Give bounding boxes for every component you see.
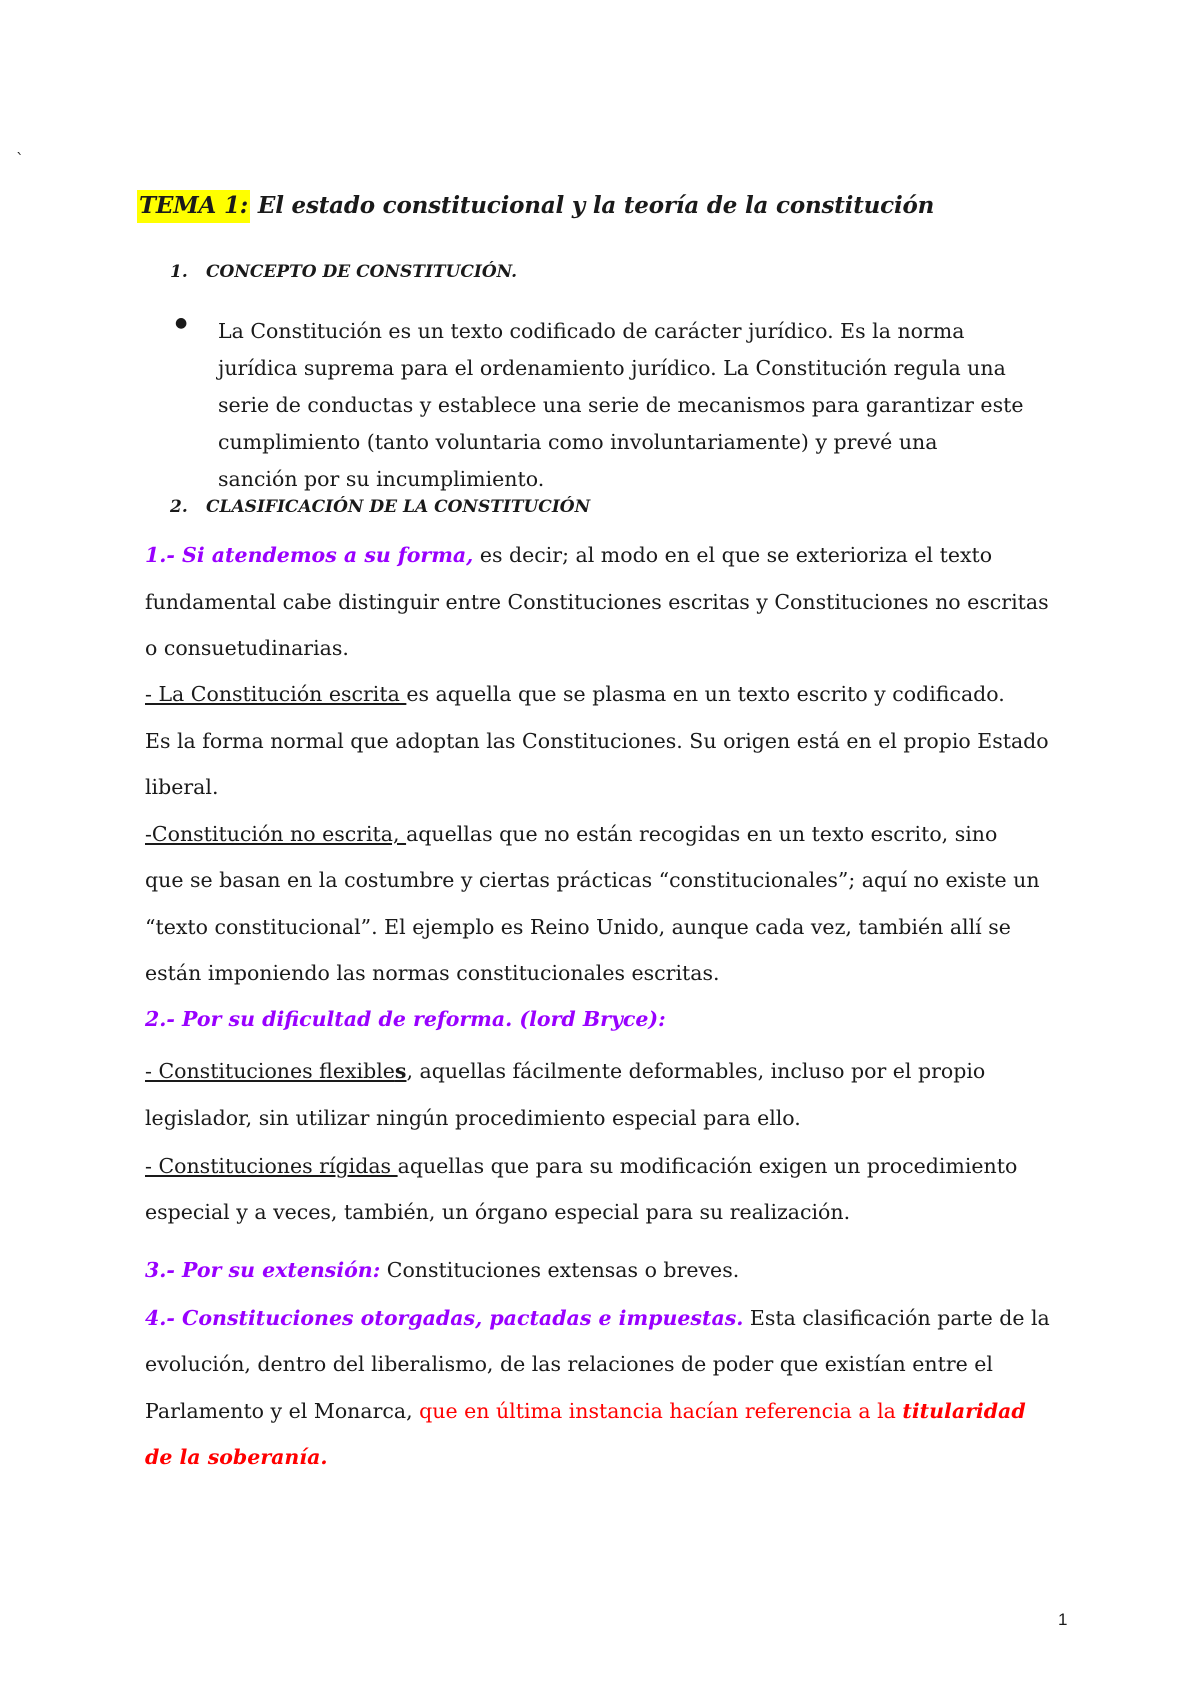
otorgadas-lead: 4.- Constituciones otorgadas, pactadas e impuestas. (145, 1306, 744, 1330)
section-1-number: 1. (170, 262, 188, 282)
forma-line-1-rest: es decir; al modo en el que se exterioriza el texto (473, 543, 993, 567)
document-title (137, 192, 934, 219)
forma-line-1 (145, 541, 992, 569)
noescrita-line-3: “texto constitucional”. El ejemplo es Reino Unido, aunque cada vez, también allí se (145, 915, 1011, 939)
bullet-line: serie de conductas y establece una serie de mecanismos para garantizar este (218, 393, 1024, 417)
page-number: 1 (1058, 1610, 1068, 1629)
flexibles-term-s: s (394, 1059, 407, 1083)
section-1-heading (170, 262, 517, 282)
otorgadas-line-2: evolución, dentro del liberalismo, de las relaciones de poder que existían entre el (145, 1352, 993, 1376)
noescrita-rest: aquellas que no están recogidas en un texto escrito, sino (406, 822, 998, 846)
section-2-heading (170, 497, 590, 517)
forma-line-3: o consuetudinarias. (145, 636, 349, 660)
flexibles-term-text: - Constituciones flexible (145, 1059, 395, 1083)
bullet-line: jurídica suprema para el ordenamiento jurídico. La Constitución regula una (218, 356, 1006, 380)
bullet-line: sanción por su incumplimiento. (218, 467, 545, 491)
flexibles-term (145, 1059, 406, 1083)
title-text: El estado constitucional y la teoría de la constitución (250, 192, 935, 219)
noescrita-line-1 (145, 820, 997, 848)
rigidas-line-1 (145, 1152, 1017, 1180)
section-2-number: 2. (170, 497, 188, 517)
flexibles-line-2: legislador, sin utilizar ningún procedimiento especial para ello. (145, 1106, 801, 1130)
escrita-rest: es aquella que se plasma en un texto escrito y codificado. (406, 682, 1005, 706)
otorgadas-line-4-red-bold: de la soberanía. (145, 1445, 328, 1469)
extension-rest: Constituciones extensas o breves. (380, 1258, 740, 1282)
rigidas-term: - Constituciones rígidas (145, 1154, 398, 1178)
otorgadas-line-1-rest: Esta clasificación parte de la (743, 1306, 1050, 1330)
otorgadas-line-3 (145, 1397, 1026, 1425)
noescrita-line-2: que se basan en la costumbre y ciertas prácticas “constitucionales”; aquí no existe un (145, 868, 1040, 892)
bullet-line: La Constitución es un texto codificado de carácter jurídico. Es la norma (218, 319, 965, 343)
bullet-icon: ● (175, 315, 188, 331)
title-label: TEMA 1: (137, 190, 250, 223)
flexibles-line-1 (145, 1057, 985, 1085)
otorgadas-line-3-black: Parlamento y el Monarca, (145, 1399, 413, 1423)
reforma-lead-text: 2.- Por su dificultad de reforma. (lord Bryce): (145, 1007, 666, 1031)
section-1-title: CONCEPTO DE CONSTITUCIÓN. (206, 262, 518, 282)
extension-lead: 3.- Por su extensión: (145, 1258, 381, 1282)
escrita-line-2: Es la forma normal que adoptan las Constituciones. Su origen está en el propio Estado (145, 729, 1049, 753)
forma-lead: 1.- Si atendemos a su forma, (145, 543, 474, 567)
escrita-term: - La Constitución escrita (145, 682, 407, 706)
stray-mark: ` (16, 150, 24, 169)
otorgadas-line-1 (145, 1304, 1050, 1332)
flexibles-rest: , aquellas fácilmente deformables, incluso por el propio (406, 1059, 986, 1083)
escrita-line-3: liberal. (145, 775, 219, 799)
section-2-title: CLASIFICACIÓN DE LA CONSTITUCIÓN (206, 497, 591, 517)
otorgadas-line-4 (145, 1443, 328, 1471)
extension-line (145, 1256, 739, 1284)
rigidas-line-2: especial y a veces, también, un órgano especial para su realización. (145, 1200, 851, 1224)
noescrita-term: -Constitución no escrita, (145, 822, 407, 846)
noescrita-line-4: están imponiendo las normas constitucionales escritas. (145, 961, 720, 985)
bullet-line: cumplimiento (tanto voluntaria como involuntariamente) y prevé una (218, 430, 938, 454)
rigidas-rest: aquellas que para su modificación exigen un procedimiento (397, 1154, 1018, 1178)
otorgadas-line-3-red-bold: titularidad (902, 1399, 1026, 1423)
escrita-line-1 (145, 680, 1005, 708)
bullet-paragraph (218, 313, 1098, 498)
forma-line-2: fundamental cabe distinguir entre Constituciones escritas y Constituciones no escritas (145, 590, 1049, 614)
reforma-lead (145, 1005, 666, 1033)
otorgadas-line-3-red: que en última instancia hacían referencia a la (412, 1399, 903, 1423)
